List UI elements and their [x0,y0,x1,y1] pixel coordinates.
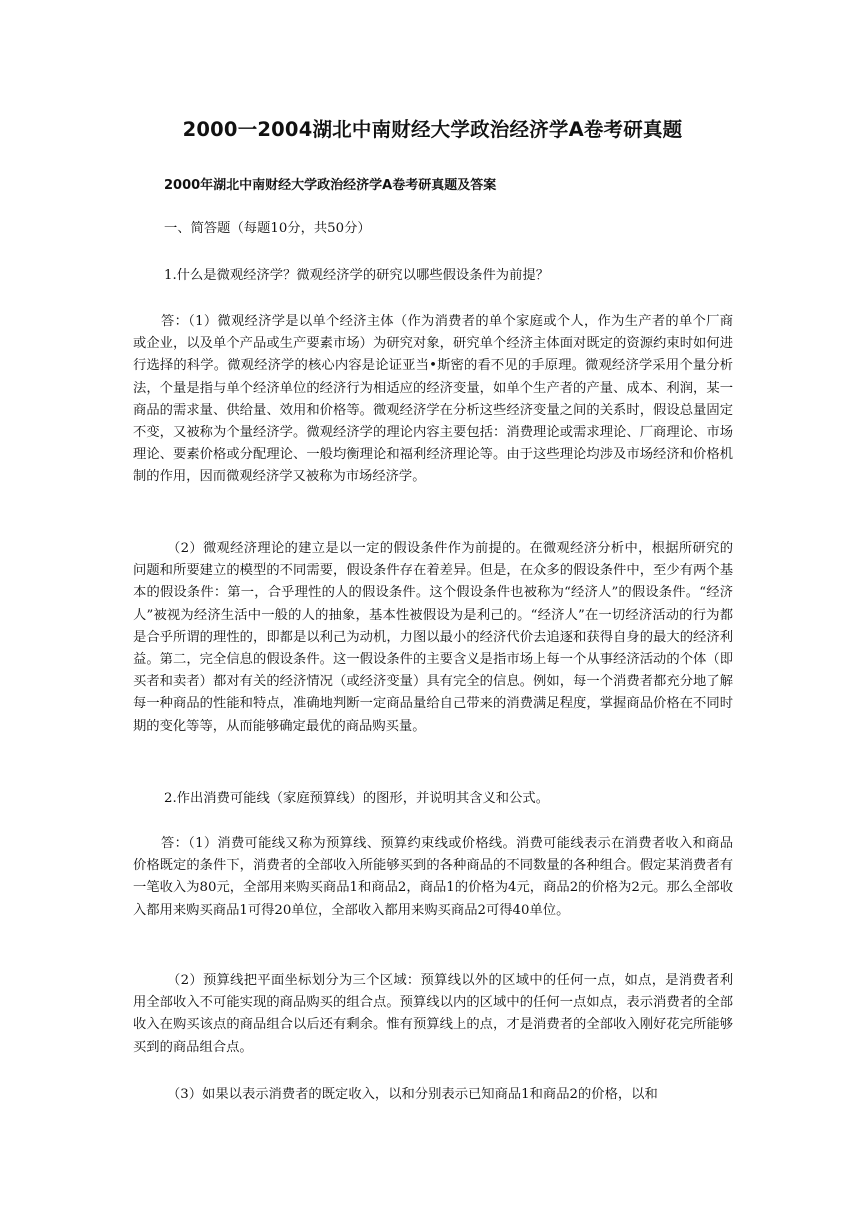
answer-2-paragraph-2: （2）预算线把平面坐标划分为三个区域：预算线以外的区域中的任何一点，如点，是消费者利用全部收入不可能实现的商品购买的组合点。预算线以内的区域中的任何一点如点，表示消费者的全部收入在购买该点的商品组合以后还有剩余。惟有预算线上的点，才是消费者的全部收入刚好花完所能够买到的商品组合点。 [133,973,733,1055]
question-1: 1.什么是微观经济学？微观经济学的研究以哪些假设条件为前提？ [164,268,549,283]
document-subtitle: 2000年湖北中南财经大学政治经济学A卷考研真题及答案 [164,178,497,193]
answer-1-paragraph-2: （2）微观经济理论的建立是以一定的假设条件作为前提的。在微观经济分析中，根据所研究的问题和所要建立的模型的不同需要，假设条件存在着差异。但是，在众多的假设条件中，至少有两个基本的假设条件：第一，合乎理性的人的假设条件。这个假设条件也被称为“经济人”的假设条件。“经济人”被视为经济生活中一般的人的抽象，基本性被假设为是利己的。“经济人”在一切经济活动的行为都是合乎所谓的理性的，即都是以利己为动机，力图以最小的经济代价去追逐和获得自身的最大的经济利益。第二，完全信息的假设条件。这一假设条件的主要含义是指市场上每一个从事经济活动的个体（即买者和卖者）都对有关的经济情况（或经济变量）具有完全的信息。例如，每一个消费者都充分地了解每一种商品的性能和特点，准确地判断一定商品量给自己带来的消费满足程度，掌握商品价格在不同时期的变化等等，从而能够确定最优的商品购买量。 [133,541,733,734]
section-heading: 一、简答题（每题10分，共50分） [164,221,371,236]
answer-1-paragraph-1: 答：（1）微观经济学是以单个经济主体（作为消费者的单个家庭或个人，作为生产者的单个厂商或企业，以及单个产品或生产要素市场）为研究对象，研究单个经济主体面对既定的资源约束时如何进行选择的科学。微观经济学的核心内容是论证亚当•斯密的看不见的手原理。微观经济学采用个量分析法，个量是指与单个经济单位的经济行为相适应的经济变量，如单个生产者的产量、成本、利润，某一商品的需求量、供给量、效用和价格等。微观经济学在分析这些经济变量之间的关系时，假设总量固定不变，又被称为个量经济学。微观经济学的理论内容主要包括：消费理论或需求理论、厂商理论、市场理论、要素价格或分配理论、一般均衡理论和福利经济理论等。由于这些理论均涉及市场经济和价格机制的作用，因而微观经济学又被称为市场经济学。 [133,314,733,485]
answer-2-paragraph-3: （3）如果以表示消费者的既定收入，以和分别表示已知商品1和商品2的价格，以和 [167,1087,658,1102]
answer-2-paragraph-1: 答：（1）消费可能线又称为预算线、预算约束线或价格线。消费可能线表示在消费者收入和商品价格既定的条件下，消费者的全部收入所能够买到的各种商品的不同数量的各种组合。假定某消费者有一笔收入为80元，全部用来购买商品1和商品2，商品1的价格为4元，商品2的价格为2元。那么全部收入都用来购买商品1可得20单位，全部收入都用来购买商品2可得40单位。 [133,836,733,918]
document-title: 2000一2004湖北中南财经大学政治经济学A卷考研真题 [182,118,683,141]
question-2: 2.作出消费可能线（家庭预算线）的图形，并说明其含义和公式。 [164,791,549,806]
